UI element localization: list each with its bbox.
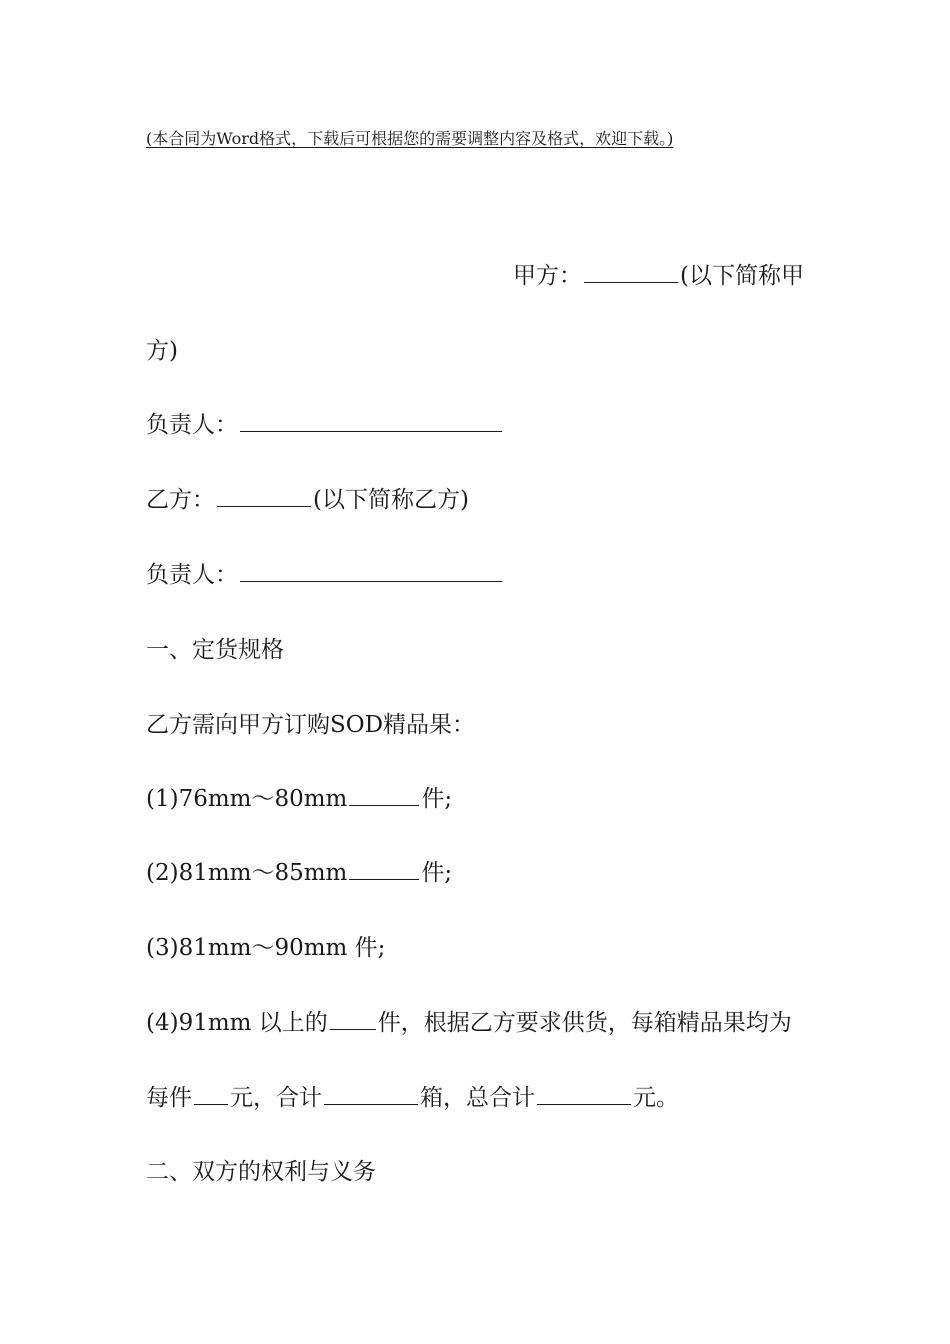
party-a-rep-blank — [240, 411, 502, 432]
section2-heading: 二、双方的权利与义务 — [146, 1159, 376, 1185]
spec-item-2-suffix: 件; — [421, 860, 453, 886]
price-each-blank — [194, 1084, 228, 1105]
spec-item-1-suffix: 件; — [421, 786, 453, 812]
grand-total-blank — [537, 1084, 631, 1105]
spec-item-4-prefix: (4)91mm 以上的 — [146, 1010, 328, 1036]
spec-item-4 — [146, 1008, 792, 1038]
spec-item-2-blank — [349, 859, 419, 880]
download-notice: (本合同为Word格式，下载后可根据您的需要调整内容及格式，欢迎下载。) — [146, 129, 674, 148]
section1-intro: 乙方需向甲方订购SOD精品果： — [146, 712, 476, 738]
spec-item-2-prefix: (2)81mm～85mm — [146, 860, 348, 886]
spec-item-2 — [146, 858, 452, 888]
party-b-rep-blank — [240, 561, 502, 582]
party-a-rep-line — [146, 410, 504, 440]
party-a-blank — [584, 262, 678, 283]
price-line — [146, 1083, 679, 1113]
party-b-rep-label: 负责人： — [146, 562, 238, 588]
spec-item-4-blank — [330, 1009, 376, 1030]
spec-item-3: (3)81mm～90mm 件; — [146, 935, 386, 961]
party-a-suffix: (以下简称甲 — [680, 263, 804, 289]
section1-heading: 一、定货规格 — [146, 637, 284, 663]
party-b-suffix: (以下简称乙方) — [313, 487, 469, 513]
party-a-line — [513, 261, 804, 291]
party-b-line — [146, 485, 469, 515]
party-a-label: 甲方： — [513, 263, 583, 289]
party-b-rep-line — [146, 560, 504, 590]
grand-total-label: 箱，总合计 — [420, 1085, 535, 1111]
party-b-blank — [217, 486, 311, 507]
spec-item-1 — [146, 784, 452, 814]
spec-item-4-suffix: 件，根据乙方要求供货，每箱精品果均为 — [377, 1010, 792, 1036]
box-count-blank — [324, 1084, 418, 1105]
yuan-end: 元。 — [633, 1085, 679, 1111]
spec-item-1-prefix: (1)76mm～80mm — [146, 786, 348, 812]
spec-item-1-blank — [349, 785, 419, 806]
price-each-label: 每件 — [146, 1085, 192, 1111]
party-a-rep-label: 负责人： — [146, 412, 238, 438]
price-total-label: 元，合计 — [230, 1085, 322, 1111]
party-a-suffix-cont: 方) — [146, 338, 178, 364]
party-b-label: 乙方： — [146, 487, 215, 513]
